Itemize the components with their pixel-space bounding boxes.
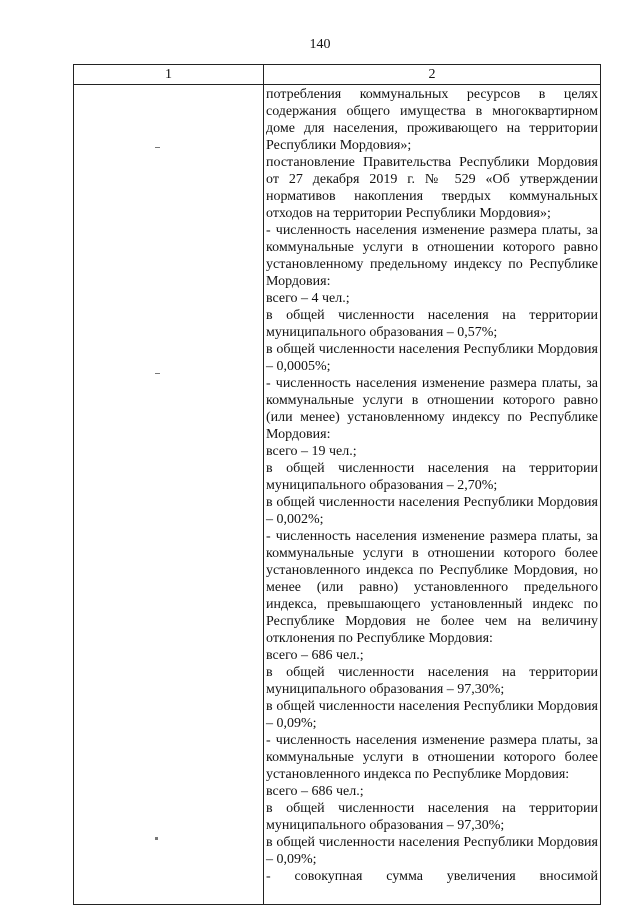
text-paragraph: в общей численности населения Республики Мордовия – 0,09%;	[266, 699, 598, 731]
text-paragraph: - численность населения изменение размера платы, за коммунальные услуги в отношении которого более установленного индекса по Республике Мордовия, но менее (или равно) установленного предельного индекса, превышающего установленный индекс по Республике Мордовия не более чем на величину отклонения по Республике Мордовия:	[266, 529, 598, 646]
table-header-row	[74, 65, 601, 85]
text-paragraph: потребления коммунальных ресурсов в целях содержания общего имущества в многоквартирном доме для населения, проживающего на территории Республики Мордовия»;	[266, 87, 598, 153]
text-paragraph: в общей численности населения на территории муниципального образования – 97,30%;	[266, 801, 598, 833]
text-paragraph: в общей численности населения Республики Мордовия – 0,09%;	[266, 835, 598, 867]
column-1-cell	[74, 85, 264, 905]
text-paragraph: всего – 4 чел.;	[266, 291, 350, 306]
page-number: 140	[309, 37, 331, 52]
column-2-cell	[264, 85, 601, 905]
text-paragraph: - численность населения изменение размера платы, за коммунальные услуги в отношении которого равно установленному предельному индексу по Республике Мордовия:	[266, 223, 598, 289]
text-paragraph: постановление Правительства Республики Мордовия от 27 декабря 2019 г. № 529 «Об утверждении нормативов накопления твердых коммунальных отходов на территории Республики Мордовия»;	[266, 155, 598, 221]
text-paragraph: в общей численности населения Республики Мордовия – 0,0005%;	[266, 342, 598, 374]
text-paragraph: всего – 686 чел.;	[266, 784, 364, 799]
text-paragraph: всего – 19 чел.;	[266, 444, 357, 459]
scan-mark	[155, 147, 160, 148]
scan-mark	[155, 373, 160, 374]
table-body-row	[74, 85, 601, 905]
column-1-header: 1	[74, 65, 264, 85]
text-paragraph: в общей численности населения на территории муниципального образования – 2,70%;	[266, 461, 598, 493]
text-paragraph: - численность населения изменение размера платы, за коммунальные услуги в отношении которого более установленного индекса по Республике Мордовия:	[266, 733, 598, 782]
scan-mark	[155, 837, 158, 840]
text-paragraph: - численность населения изменение размера платы, за коммунальные услуги в отношении которого равно (или менее) установленному индексу по Республике Мордовия:	[266, 376, 598, 442]
text-paragraph: в общей численности населения на территории муниципального образования – 97,30%;	[266, 665, 598, 697]
document-table	[73, 64, 601, 905]
text-paragraph: в общей численности населения Республики Мордовия – 0,002%;	[266, 495, 598, 527]
text-paragraph: в общей численности населения на территории муниципального образования – 0,57%;	[266, 308, 598, 340]
column-2-header: 2	[264, 65, 601, 85]
text-paragraph: - совокупная сумма увеличения вносимой	[266, 869, 598, 884]
text-paragraph: всего – 686 чел.;	[266, 648, 364, 663]
